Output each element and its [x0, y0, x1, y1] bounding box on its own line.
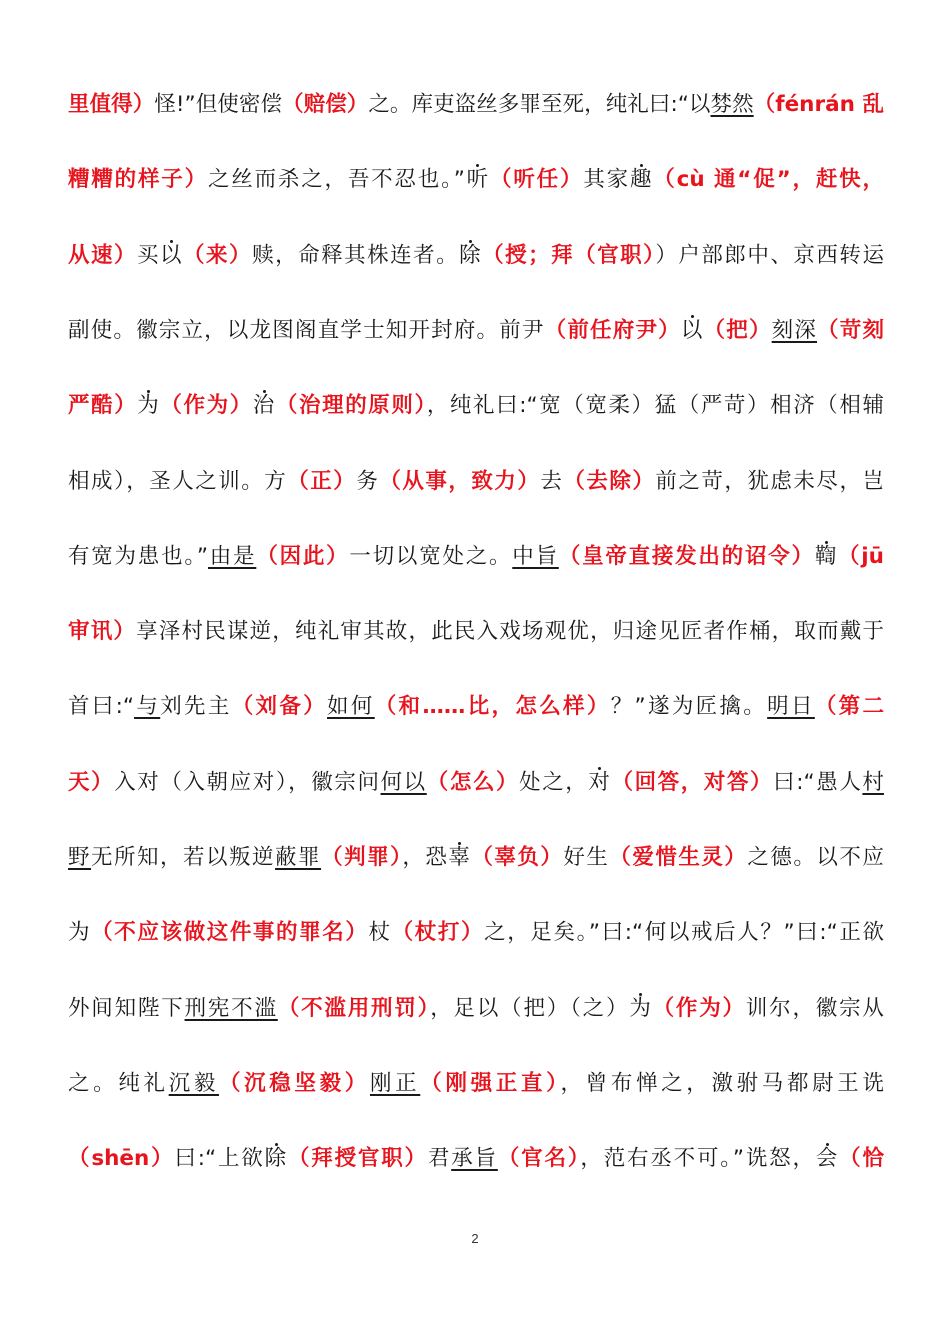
text-line	[68, 615, 884, 649]
underlined-term: 承旨	[451, 1146, 498, 1171]
text-segment: ）户部郎中、京西转运	[655, 243, 884, 268]
underlined-term: 野	[68, 845, 92, 870]
underlined-term: 何以	[380, 770, 427, 795]
annotation-segment: （皇帝直接发出的诏令）	[558, 544, 815, 569]
underlined-term: 蔽罪	[275, 845, 322, 870]
text-segment: 前之苛，犹虑未尽，岂	[655, 469, 884, 494]
text-line	[68, 690, 884, 724]
annotation-segment: （赔偿）	[282, 92, 369, 117]
text-segment: 务	[356, 469, 380, 494]
text-line	[68, 314, 884, 348]
text-line	[68, 163, 884, 197]
underlined-term: 由是	[208, 544, 257, 569]
underlined-term: 刻深	[771, 318, 818, 343]
emphasized-character: 趣	[629, 167, 654, 192]
page-number: 2	[471, 1231, 479, 1246]
text-line	[68, 1067, 884, 1101]
annotation-segment: （因此）	[256, 544, 350, 569]
annotation-segment: （和……比，怎么样）	[374, 694, 611, 719]
text-segment: ，纯礼曰:“宽（宽柔）猛（严苛）相济（相辅	[426, 393, 884, 418]
annotation-segment: （jū	[838, 544, 884, 569]
text-segment: 一切以宽处之。	[349, 544, 513, 569]
underlined-term: 村	[862, 770, 884, 795]
annotation-segment: （作为）	[160, 393, 253, 418]
emphasized-character: 除	[264, 1146, 288, 1171]
text-segment: 处之，	[519, 770, 589, 795]
emphasized-character: 治	[252, 393, 276, 418]
text-segment: 刘先主	[160, 694, 232, 719]
text-segment: 怪!”但使密偿	[154, 92, 283, 117]
emphasized-character: 对	[588, 770, 612, 795]
annotation-segment: （cù 通“促”，赶快，	[653, 167, 884, 192]
text-line	[68, 1142, 884, 1176]
text-segment: 为	[68, 920, 92, 945]
underlined-term: 沉毅	[168, 1071, 219, 1096]
annotation-segment: 糟糟的样子）	[68, 167, 208, 192]
text-segment: 副使。徽宗立，以龙图阁直学士知开封府。前尹	[68, 318, 545, 343]
annotation-segment: （fénrán 乱	[753, 92, 884, 117]
text-segment: ，恐	[402, 845, 449, 870]
text-segment: 之丝而杀之，吾不忍也。”	[207, 167, 465, 192]
text-segment: 之。纯礼	[68, 1071, 169, 1096]
emphasized-character: 除	[459, 243, 483, 268]
text-line	[68, 239, 884, 273]
annotation-segment: （听任）	[490, 167, 584, 192]
text-segment: 赎，命释其株连者。	[252, 243, 460, 268]
text-line	[68, 992, 884, 1026]
text-line	[68, 841, 884, 875]
text-segment: 之德。以不应	[747, 845, 884, 870]
annotation-segment: （授；拜（官职）	[482, 243, 656, 268]
annotation-segment: （拜授官职）	[287, 1146, 428, 1171]
underlined-term: 中旨	[512, 544, 559, 569]
text-segment: 好生	[563, 845, 610, 870]
text-segment: 之，足矣。”曰:“何以戒后人？”曰:“正欲	[484, 920, 884, 945]
text-line	[68, 540, 884, 574]
annotation-segment: （辜负）	[471, 845, 564, 870]
annotation-segment: 里值得）	[68, 92, 155, 117]
underlined-term: 明日	[767, 694, 815, 719]
text-line	[68, 766, 884, 800]
text-segment: 训尔，徽宗从	[745, 996, 884, 1021]
text-segment: ，范右丞不可。”诜怒，	[580, 1146, 816, 1171]
annotation-segment: （刘备）	[231, 694, 328, 719]
annotation-segment: （治理的原则）	[275, 393, 427, 418]
annotation-segment: （判罪）	[321, 845, 403, 870]
text-line	[68, 389, 884, 423]
text-segment: 其家	[583, 167, 630, 192]
annotation-segment: （不应该做这件事的罪名）	[91, 920, 369, 945]
annotation-segment: （苛刻	[817, 318, 884, 343]
annotation-segment: （沉稳坚毅）	[218, 1071, 370, 1096]
underlined-term: 刚正	[369, 1071, 421, 1096]
annotation-segment: （shēn）	[68, 1146, 175, 1171]
text-segment: 无所知，若以叛逆	[91, 845, 276, 870]
annotation-segment: （官名）	[497, 1146, 581, 1171]
emphasized-character: 为	[137, 393, 161, 418]
text-segment: ？”遂为匠擒。	[610, 694, 768, 719]
underlined-term: 刑宪不滥	[184, 996, 278, 1021]
text-segment: ，足以（把）（之）	[430, 996, 630, 1021]
text-line	[68, 88, 884, 122]
text-segment: 入对（入朝应对），徽宗问	[114, 770, 381, 795]
text-line	[68, 465, 884, 499]
annotation-segment: （回答，对答）	[611, 770, 774, 795]
emphasized-character: 会	[815, 1146, 840, 1171]
annotation-segment: （去除）	[563, 469, 656, 494]
annotation-segment: 天）	[68, 770, 115, 795]
emphasized-character: 以	[160, 243, 184, 268]
annotation-segment: （爱惜生灵）	[609, 845, 748, 870]
text-segment: 曰:“上欲	[174, 1146, 265, 1171]
annotation-segment: （怎么）	[426, 770, 520, 795]
emphasized-character: 辜	[448, 845, 472, 870]
text-segment: 有宽为患也。”	[68, 544, 208, 569]
text-segment: 君	[427, 1146, 452, 1171]
annotation-segment: （来）	[183, 243, 253, 268]
annotation-segment: （第二	[814, 694, 884, 719]
text-segment: 相成），圣人之训。方	[68, 469, 288, 494]
text-segment: 之。库吏盗丝多罪至死，纯礼曰:“以	[368, 92, 711, 117]
annotation-segment: （前任府尹）	[544, 318, 681, 343]
annotation-segment: （刚强正直）	[420, 1071, 561, 1096]
text-line	[68, 916, 884, 950]
emphasized-character: 为	[629, 996, 653, 1021]
text-segment: ，曾布惮之，激驸马都尉王诜	[560, 1071, 884, 1096]
underlined-term: 棼然	[710, 92, 754, 117]
annotation-segment: 审讯）	[68, 619, 137, 644]
underlined-term: 如何	[327, 694, 375, 719]
annotation-segment: （杖打）	[391, 920, 485, 945]
text-segment: 享泽村民谋逆，纯礼审其故，此民入戏场观优，归途见匠者作桶，取而戴于	[136, 619, 884, 644]
annotation-segment: 从速）	[68, 243, 138, 268]
text-segment: 外间知陛下	[68, 996, 185, 1021]
text-segment: 杖	[368, 920, 392, 945]
text-segment: 首曰:“	[68, 694, 135, 719]
text-segment: 去	[540, 469, 564, 494]
annotation-segment: （正）	[287, 469, 357, 494]
annotation-segment: （恰	[839, 1146, 884, 1171]
text-segment: 曰:“愚人	[773, 770, 863, 795]
emphasized-character: 以	[680, 318, 704, 343]
annotation-segment: （不滥用刑罚）	[277, 996, 431, 1021]
emphasized-character: 听	[464, 167, 491, 192]
text-segment: 买	[137, 243, 161, 268]
emphasized-character: 鞫	[814, 544, 839, 569]
annotation-segment: 严酷）	[68, 393, 138, 418]
annotation-segment: （把）	[703, 318, 772, 343]
underlined-term: 与	[134, 694, 161, 719]
annotation-segment: （作为）	[652, 996, 746, 1021]
annotation-segment: （从事，致力）	[379, 469, 541, 494]
